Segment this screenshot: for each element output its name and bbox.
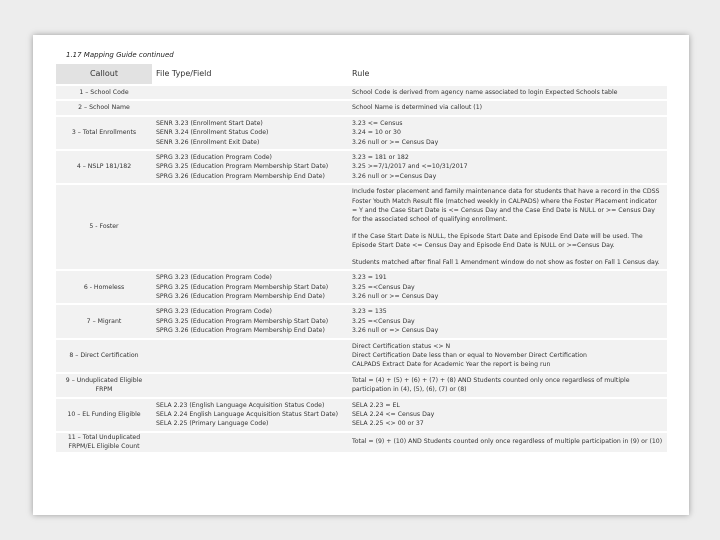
rule-line: Total = (9) + (10) AND Students counted only once regardless of multiple participation in (9) or (10) <box>352 438 663 446</box>
rule-line: 3.23 = 181 or 182 <box>352 154 409 162</box>
file-type-cell <box>152 101 348 114</box>
rule-line: SELA 2.23 = EL <box>352 401 400 409</box>
rule-cell <box>348 305 667 337</box>
file-type-cell <box>152 117 348 149</box>
rule-line: 3.24 = 10 or 30 <box>352 129 401 137</box>
callout-cell: 2 – School Name <box>56 101 152 114</box>
field-line: SPRG 3.23 (Education Program Code) <box>156 274 272 282</box>
callout-cell: 8 – Direct Certification <box>56 340 152 372</box>
table-row <box>56 340 667 372</box>
table-row <box>56 433 667 452</box>
page-title: 1.17 Mapping Guide continued <box>66 51 174 59</box>
field-line: SPRG 3.25 (Education Program Membership Start Date) <box>156 163 329 171</box>
rule-cell <box>348 86 667 99</box>
file-type-cell <box>152 433 348 452</box>
field-line: SENR 3.23 (Enrollment Start Date) <box>156 119 263 127</box>
callout-cell: 1 – School Code <box>56 86 152 99</box>
rule-line: 3.23 <= Census <box>352 119 403 127</box>
rule-line: School Code is derived from agency name associated to login Expected Schools table <box>352 89 618 96</box>
table-row <box>56 399 667 431</box>
callout-cell: 3 – Total Enrollments <box>56 117 152 149</box>
mapping-table <box>56 62 667 454</box>
rule-cell <box>348 271 667 303</box>
rule-line: Total = (4) + (5) + (6) + (7) + (8) AND Students counted only once regardless of multiple participation in (4), (5), (6), (7) or (8) <box>352 376 630 394</box>
table-row <box>56 151 667 183</box>
header-callout: Callout <box>56 64 152 84</box>
rule-line: 3.26 null or >=Census Day <box>352 172 437 180</box>
rule-paragraph: If the Case Start Date is NULL, the Episode Start Date and Episode End Date will be used. The Episode Start Date <= Census Day and Episode End Date is NULL or >=Census Day. <box>352 232 643 250</box>
rule-line: 3.25 >=7/1/2017 and <=10/31/2017 <box>352 163 468 171</box>
rule-line: Direct Certification Date less than or equal to November Direct Certification <box>352 351 587 359</box>
field-line: SPRG 3.26 (Education Program Membership End Date) <box>156 292 325 300</box>
callout-cell: 10 – EL Funding Eligible <box>56 399 152 431</box>
callout-cell: 9 – Unduplicated Eligible FRPM <box>56 374 152 397</box>
file-type-cell <box>152 340 348 372</box>
table-row <box>56 374 667 397</box>
rule-line: 3.23 = 191 <box>352 274 387 282</box>
rule-cell <box>348 185 667 269</box>
field-line: SENR 3.26 (Enrollment Exit Date) <box>156 138 260 146</box>
field-line: SENR 3.24 (Enrollment Status Code) <box>156 129 269 137</box>
table-row <box>56 101 667 114</box>
header-file-type: File Type/Field <box>152 64 348 84</box>
rule-cell <box>348 374 667 397</box>
field-line: SPRG 3.23 (Education Program Code) <box>156 308 272 316</box>
rule-line: SELA 2.24 <= Census Day <box>352 410 435 418</box>
field-line: SELA 2.24 English Language Acquisition Status Start Date) <box>156 410 339 418</box>
rule-line: Direct Certification status <> N <box>352 342 451 350</box>
rule-line: 3.25 =<Census Day <box>352 317 415 325</box>
field-line: SELA 2.25 (Primary Language Code) <box>156 420 269 428</box>
rule-paragraph: Include foster placement and family maintenance data for students that have a record in the CDSS Foster Youth Match Result file (matched weekly in CALPADS) where the Foster Placement indicator = Y and the Case Start Date is <= Census Day and the Case End Date is NULL or >= Census Day for the associated school of qualifying enrollment. <box>352 188 660 224</box>
header-rule: Rule <box>348 64 667 84</box>
rule-cell <box>348 151 667 183</box>
table-row <box>56 185 667 269</box>
table-row <box>56 271 667 303</box>
callout-cell: 11 – Total Unduplicated FRPM/EL Eligible Count <box>56 433 152 452</box>
rule-line: 3.26 null or >= Census Day <box>352 292 439 300</box>
file-type-cell <box>152 305 348 337</box>
rule-cell <box>348 399 667 431</box>
field-line: SPRG 3.23 (Education Program Code) <box>156 154 272 162</box>
rule-line: 3.26 null or => Census Day <box>352 327 439 335</box>
table-header-row <box>56 64 667 84</box>
rule-line: School Name is determined via callout (1) <box>352 104 483 112</box>
callout-cell: 5 - Foster <box>56 185 152 269</box>
rule-line: 3.26 null or >= Census Day <box>352 138 439 146</box>
table-row <box>56 305 667 337</box>
field-line: SELA 2.23 (English Language Acquisition Status Code) <box>156 401 325 409</box>
file-type-cell <box>152 374 348 397</box>
table-row <box>56 117 667 149</box>
rule-line: SELA 2.25 <> 00 or 37 <box>352 420 424 428</box>
file-type-cell <box>152 271 348 303</box>
rule-cell <box>348 101 667 114</box>
rule-cell <box>348 340 667 372</box>
rule-line: CALPADS Extract Date for Academic Year the report is being run <box>352 361 551 369</box>
rule-line: 3.25 =<Census Day <box>352 283 415 291</box>
file-type-cell <box>152 86 348 99</box>
callout-cell: 6 - Homeless <box>56 271 152 303</box>
rule-line: 3.23 = 135 <box>352 308 387 316</box>
field-line: SPRG 3.25 (Education Program Membership Start Date) <box>156 317 329 325</box>
rule-cell <box>348 117 667 149</box>
rule-paragraph: Students matched after final Fall 1 Amendment window do not show as foster on Fall 1 Census day. <box>352 258 660 266</box>
file-type-cell <box>152 399 348 431</box>
field-line: SPRG 3.26 (Education Program Membership End Date) <box>156 327 325 335</box>
file-type-cell <box>152 185 348 269</box>
table-row <box>56 86 667 99</box>
rule-cell <box>348 433 667 452</box>
field-line: SPRG 3.26 (Education Program Membership End Date) <box>156 172 325 180</box>
file-type-cell <box>152 151 348 183</box>
callout-cell: 7 – Migrant <box>56 305 152 337</box>
callout-cell: 4 – NSLP 181/182 <box>56 151 152 183</box>
field-line: SPRG 3.25 (Education Program Membership Start Date) <box>156 283 329 291</box>
